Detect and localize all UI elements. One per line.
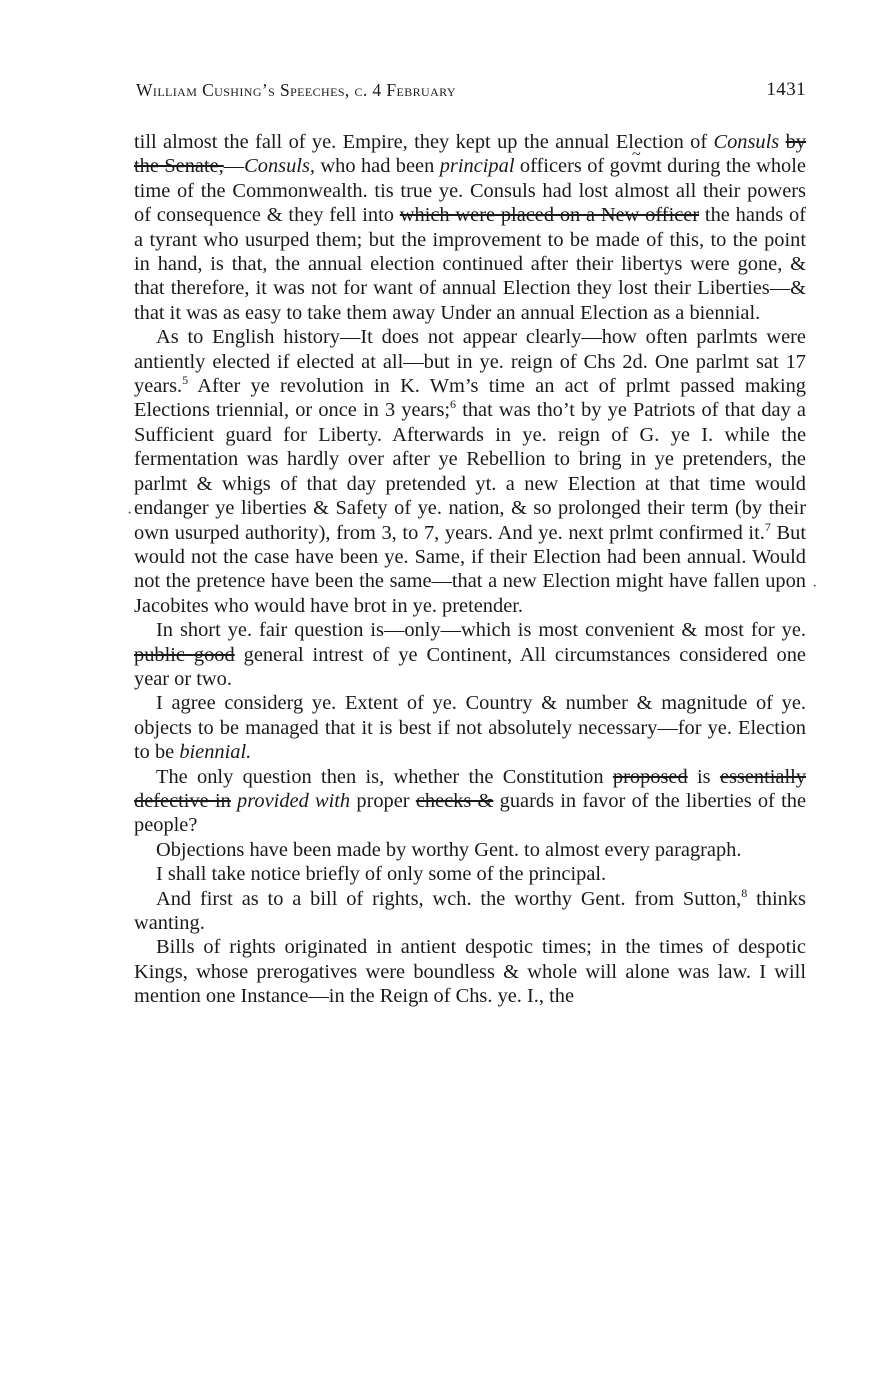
struck-text: checks & — [415, 789, 494, 812]
tilde-letter: v ~ — [630, 155, 640, 177]
text-run: As to English history—It does not appear clearly—how often parlmts were antiently elected if elected at all—but in ye. reign of Chs 2d. One parlmt sat 17 years. — [134, 326, 806, 398]
italic-term: Consuls — [713, 131, 780, 153]
paragraph-9: Bills of rights originated in antient despotic times; in the times of despotic Kings, whose prerogatives were boundless & whole will alone was law. I will mention one Instance—in the Reign of Chs. ye. I., the — [134, 936, 806, 1008]
margin-dot: · — [812, 578, 818, 595]
paragraph-3 — [134, 618, 806, 691]
text-run: who had been — [315, 155, 440, 178]
struck-text: public good — [134, 643, 235, 666]
text-run: proper — [350, 789, 416, 812]
italic-term: provided with — [237, 789, 351, 812]
struck-text: essentially defective in — [134, 765, 807, 812]
footnote-ref: 8 — [741, 885, 748, 900]
text-run: I agree considerg ye. Extent of ye. Country & number & magnitude of ye. objects to be managed that it is best if not absolutely necessary—for ye. Election to be — [134, 692, 806, 764]
text-run: thinks wanting. — [134, 887, 806, 934]
text-run: is — [687, 765, 720, 788]
text-body — [134, 130, 806, 1009]
paragraph-5 — [134, 765, 806, 838]
text-run: In short ye. fair question is—only—which is most convenient & most for ye. — [156, 619, 806, 642]
footnote-ref: 7 — [764, 519, 771, 534]
paragraph-8 — [134, 887, 806, 936]
running-title: William Cushing’s Speeches, c. 4 February — [136, 80, 456, 100]
text-run: The only question then is, whether the Constitution — [156, 765, 613, 788]
paragraph-6: Objections have been made by worthy Gent. to almost every paragraph. — [156, 838, 742, 861]
struck-text: by the Senate, — [134, 131, 806, 178]
text-run: And first as to a bill of rights, wch. the worthy Gent. from Sutton, — [156, 887, 742, 910]
paragraph-1 — [134, 130, 806, 325]
text-run: mt during the whole time of the Commonwealth. tis true ye. Consuls had lost almost all their powers of consequence & they fell into — [134, 155, 806, 227]
footnote-ref: 6 — [450, 397, 457, 412]
paragraph-7: I shall take notice briefly of only some of the principal. — [156, 863, 607, 886]
text-run: that was tho’t by ye Patriots of that day a Sufficient guard for Liberty. Afterwards in ye. reign of G. ye I. while the fermentation was hardly over after ye Rebellion to bring in ye pretenders, the parlmt & whigs of that day pretended yt. a new Election at that time would endanger ye liberties & Safety of ye. nation, & so prolonged their term (by their own usurped authority), from 3, to 7, years. And ye. next prlmt confirmed it. — [134, 399, 806, 544]
text-run: officers of go — [514, 155, 631, 178]
paragraph-2 — [134, 325, 806, 618]
running-header — [136, 80, 806, 108]
italic-term: principal — [439, 155, 515, 178]
text-run: But would not the case have been ye. Same, if their Election had been annual. Would not the pretence have been the same—that a new Election might have fallen upon Jacobites who would have brot in ye. pretender. — [134, 521, 806, 617]
text-run: guards in favor of the liberties of the people? — [134, 789, 806, 837]
italic-term: Consuls, — [244, 155, 315, 178]
text-run: till almost the fall of ye. Empire, they kept up the annual Election of — [134, 131, 714, 153]
text-run: general intrest of ye Continent, All circumstances considered one year or two. — [134, 643, 806, 690]
dash: — — [223, 155, 245, 178]
text-run: the hands of a tyrant who usurped them; but the improvement to be made of this, to the point in hand, is that, the annual election continued after their libertys were gone, & that therefore, it was not for want of annual Election they lost their Liberties—& that it was as easy to take them away Under an annual Election as a biennial. — [134, 204, 806, 324]
struck-text: proposed — [612, 765, 688, 788]
page-number: 1431 — [766, 79, 806, 100]
italic-term: biennial. — [179, 741, 252, 764]
paragraph-4 — [134, 691, 806, 764]
margin-dot: · — [127, 505, 133, 522]
struck-text: which were placed on a New officer — [399, 204, 700, 227]
footnote-ref: 5 — [182, 373, 189, 388]
text-run: After ye revolution in K. Wm’s time an act of prlmt passed making Elections triennial, or once in 3 years; — [134, 375, 806, 422]
